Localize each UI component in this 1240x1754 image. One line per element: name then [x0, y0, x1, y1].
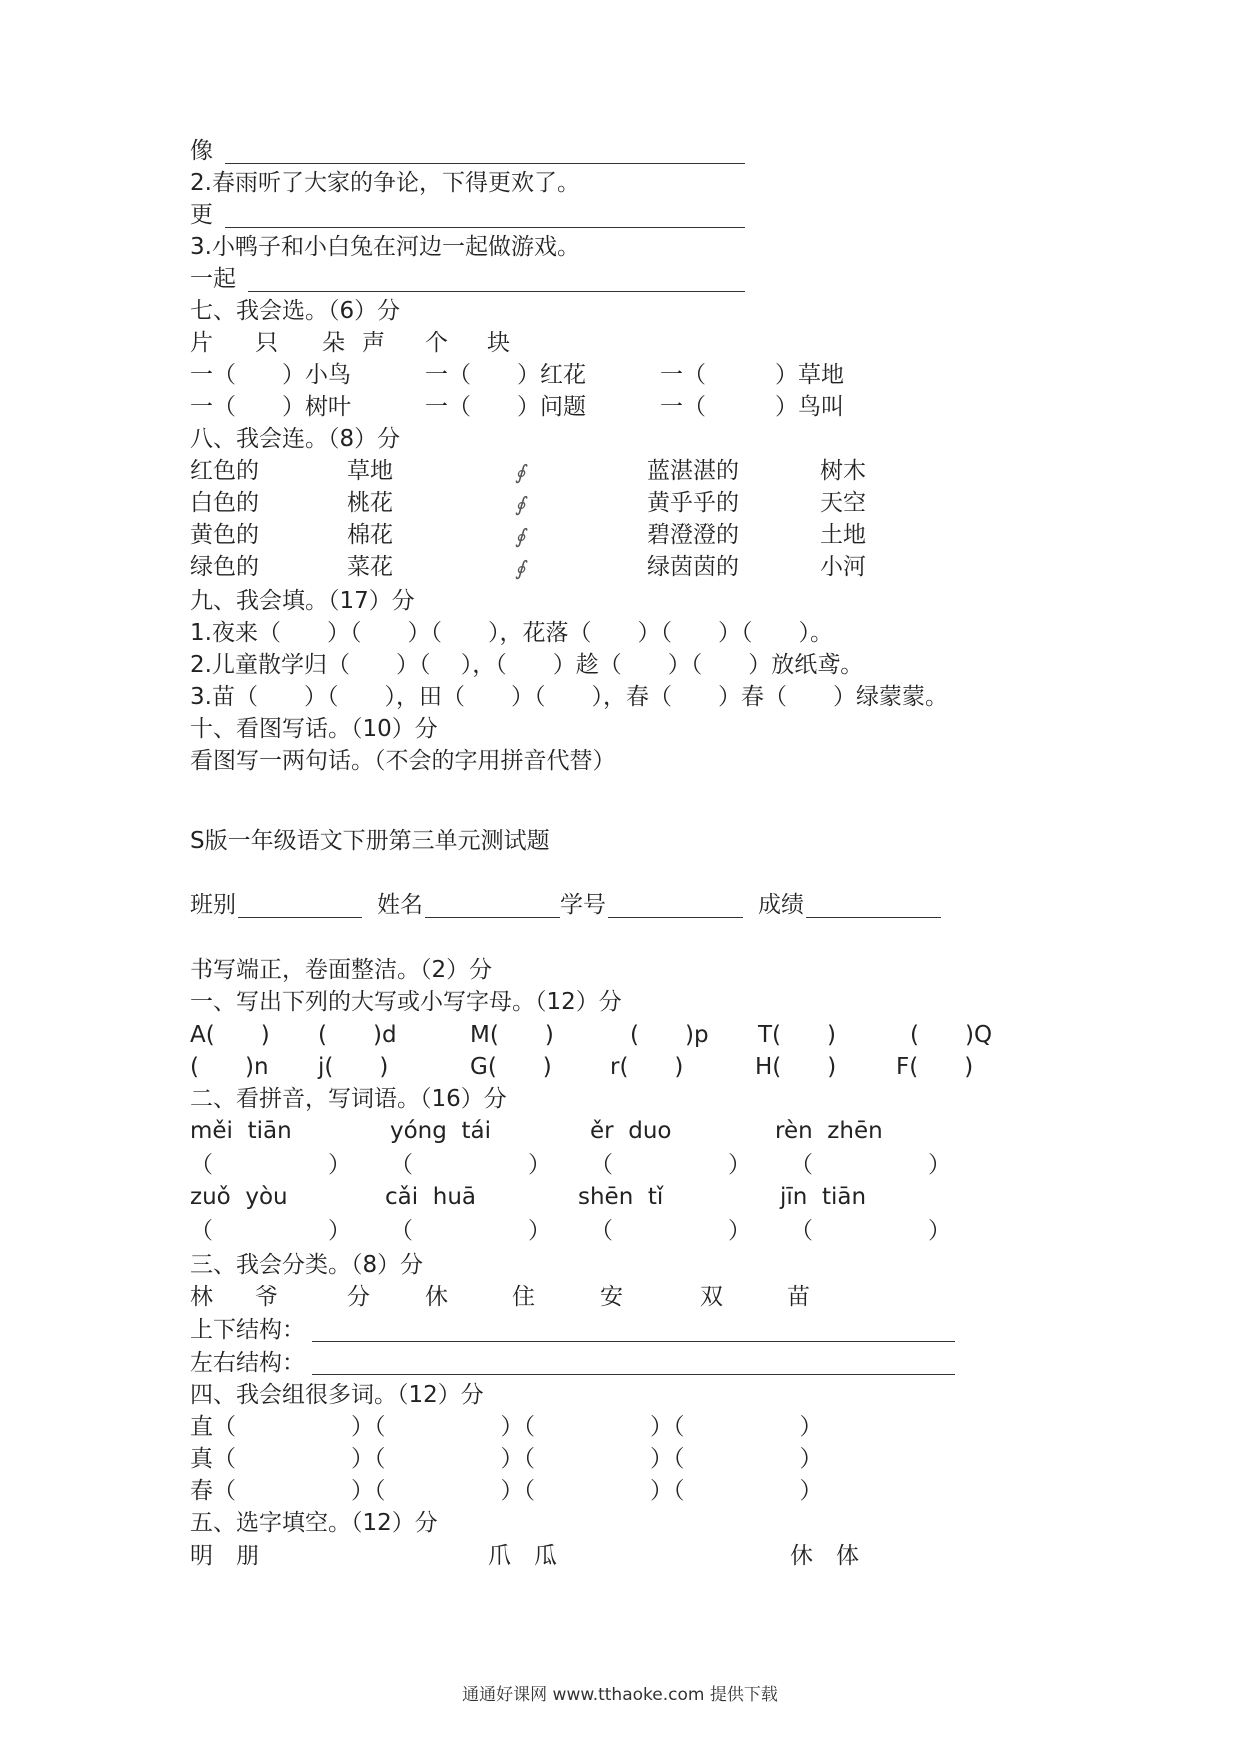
q8-left-word: 红色的: [190, 458, 259, 484]
q4-row: [190, 1444, 823, 1474]
q9-line-2: 2.儿童散学归（ ）（ ），（ ）趁（ ）（ ）放纸鸢。: [190, 652, 864, 678]
sort-char: 分: [347, 1284, 370, 1310]
q4-row: [190, 1476, 823, 1506]
answer-box[interactable]: （ ）: [790, 1152, 951, 1178]
q7-option: 个: [425, 330, 448, 356]
answer-box[interactable]: （ ）: [390, 1218, 551, 1244]
word-geng: 更: [190, 202, 213, 228]
answer-line: [248, 291, 745, 292]
pinyin: rèn zhēn: [775, 1118, 883, 1144]
link-mark-icon: ∮: [515, 524, 526, 548]
q5-group: 休 体: [790, 1543, 859, 1569]
sentence-line-2: [190, 200, 213, 230]
answer-line: [225, 163, 745, 164]
q4-char: 春: [190, 1478, 213, 1504]
q7-item: 一（ ）红花: [425, 362, 586, 388]
pinyin: cǎi huā: [385, 1184, 477, 1210]
q8-right-noun: 土地: [820, 522, 866, 548]
q10-instruction: 看图写一两句话。（不会的字用拼音代替）: [190, 748, 616, 774]
sort-char: 苗: [787, 1284, 810, 1310]
pinyin: zuǒ yòu: [190, 1184, 288, 1210]
pinyin: shēn tǐ: [578, 1184, 664, 1210]
sort-char: 双: [700, 1284, 723, 1310]
answer-box[interactable]: （ ）: [790, 1218, 951, 1244]
id-field[interactable]: [608, 917, 743, 918]
link-mark-icon: ∮: [515, 492, 526, 516]
q4-slots[interactable]: （ ）（ ）（ ）（ ）: [213, 1414, 823, 1440]
q5-title: 五、选字填空。（12）分: [190, 1510, 438, 1536]
q8-right-word: 蓝湛湛的: [647, 458, 739, 484]
sort-char: 住: [512, 1284, 535, 1310]
q7-option: 朵: [322, 330, 345, 356]
pinyin: jīn tiān: [780, 1184, 867, 1210]
sort-char: 安: [600, 1284, 623, 1310]
letter-item: H( ): [755, 1054, 837, 1080]
pinyin: měi tiān: [190, 1118, 292, 1144]
sentence-3: 3.小鸭子和小白兔在河边一起做游戏。: [190, 234, 580, 260]
q1-title: 一、写出下列的大写或小写字母。（12）分: [190, 989, 622, 1015]
q3-title: 三、我会分类。（8）分: [190, 1252, 424, 1278]
letter-item: T( ): [758, 1022, 836, 1048]
class-field[interactable]: [238, 917, 362, 918]
letter-item: M( ): [470, 1022, 554, 1048]
q8-right-word: 黄乎乎的: [647, 490, 739, 516]
q8-left-noun: 菜花: [347, 554, 393, 580]
footer-source: 通通好课网 www.tthaoke.com 提供下载: [462, 1685, 778, 1705]
name-field[interactable]: [425, 917, 560, 918]
q9-line-3: 3.苗（ ）（ ），田（ ）（ ），春（ ）春（ ）绿蒙蒙。: [190, 684, 948, 710]
up-down-answer-line[interactable]: [312, 1341, 955, 1342]
answer-box[interactable]: （ ）: [590, 1218, 751, 1244]
q8-left-word: 黄色的: [190, 522, 259, 548]
answer-box[interactable]: （ ）: [390, 1152, 551, 1178]
left-right-answer-line[interactable]: [312, 1374, 955, 1375]
q4-title: 四、我会组很多词。（12）分: [190, 1382, 484, 1408]
sort-char: 休: [425, 1284, 448, 1310]
letter-item: G( ): [470, 1054, 552, 1080]
q8-right-noun: 树木: [820, 458, 866, 484]
q7-option: 声: [362, 330, 385, 356]
sort-char: 林: [190, 1284, 213, 1310]
answer-line: [225, 227, 745, 228]
q5-group: 爪 瓜: [488, 1543, 557, 1569]
q4-slots[interactable]: （ ）（ ）（ ）（ ）: [213, 1478, 823, 1504]
sentence-2: 2.春雨听了大家的争论，下得更欢了。: [190, 170, 580, 196]
info-name-label: 姓名: [377, 892, 423, 918]
word-yiqi: 一起: [190, 266, 236, 292]
letter-item: A( ): [190, 1022, 270, 1048]
letter-item: F( ): [896, 1054, 974, 1080]
letter-item: ( )n: [190, 1054, 269, 1080]
info-score-label: 成绩: [758, 892, 804, 918]
q8-left-noun: 草地: [347, 458, 393, 484]
q8-left-word: 绿色的: [190, 554, 259, 580]
sentence-line-3: [190, 264, 236, 294]
q8-left-noun: 棉花: [347, 522, 393, 548]
q10-title: 十、看图写话。（10）分: [190, 716, 438, 742]
pinyin: yóng tái: [390, 1118, 491, 1144]
q5-group: 明 朋: [190, 1543, 259, 1569]
info-class-label: 班别: [190, 892, 236, 918]
letter-item: ( )Q: [910, 1022, 993, 1048]
word-xiang: 像: [190, 138, 213, 164]
q4-char: 直: [190, 1414, 213, 1440]
q8-right-noun: 小河: [820, 554, 866, 580]
q7-item: 一（ ）问题: [425, 394, 586, 420]
q4-slots[interactable]: （ ）（ ）（ ）（ ）: [213, 1446, 823, 1472]
neatness-note: 书写端正，卷面整洁。（2）分: [190, 957, 493, 983]
exam-title: S版一年级语文下册第三单元测试题: [190, 828, 550, 854]
q7-option: 片: [190, 330, 213, 356]
q2-title: 二、看拼音，写词语。（16）分: [190, 1086, 507, 1112]
pinyin: ěr duo: [590, 1118, 672, 1144]
q7-item: 一（ ）鸟叫: [660, 394, 844, 420]
q8-right-word: 绿茵茵的: [647, 554, 739, 580]
q7-item: 一（ ）草地: [660, 362, 844, 388]
info-id-label: 学号: [560, 892, 606, 918]
letter-item: r( ): [610, 1054, 684, 1080]
up-down-label: 上下结构：: [190, 1317, 305, 1343]
q7-option: 只: [255, 330, 278, 356]
score-field[interactable]: [806, 917, 941, 918]
q7-title: 七、我会选。（6）分: [190, 298, 401, 324]
q8-left-word: 白色的: [190, 490, 259, 516]
sort-char: 爷: [255, 1284, 278, 1310]
q9-line-1: 1.夜来（ ）（ ）（ ），花落（ ）（ ）（ ）。: [190, 620, 833, 646]
letter-item: ( )p: [630, 1022, 709, 1048]
link-mark-icon: ∮: [515, 460, 526, 484]
letter-item: ( )d: [318, 1022, 397, 1048]
q9-title: 九、我会填。（17）分: [190, 588, 415, 614]
q8-left-noun: 桃花: [347, 490, 393, 516]
q8-right-word: 碧澄澄的: [647, 522, 739, 548]
q4-char: 真: [190, 1446, 213, 1472]
q7-option: 块: [487, 330, 510, 356]
q7-item: 一（ ）树叶: [190, 394, 351, 420]
sentence-line-1: [190, 136, 213, 166]
answer-box[interactable]: （ ）: [190, 1152, 351, 1178]
q7-item: 一（ ）小鸟: [190, 362, 351, 388]
left-right-label: 左右结构：: [190, 1350, 305, 1376]
answer-box[interactable]: （ ）: [190, 1218, 351, 1244]
answer-box[interactable]: （ ）: [590, 1152, 751, 1178]
q4-row: [190, 1412, 823, 1442]
link-mark-icon: ∮: [515, 556, 526, 580]
letter-item: j( ): [318, 1054, 389, 1080]
q8-title: 八、我会连。（8）分: [190, 426, 401, 452]
q8-right-noun: 天空: [820, 490, 866, 516]
